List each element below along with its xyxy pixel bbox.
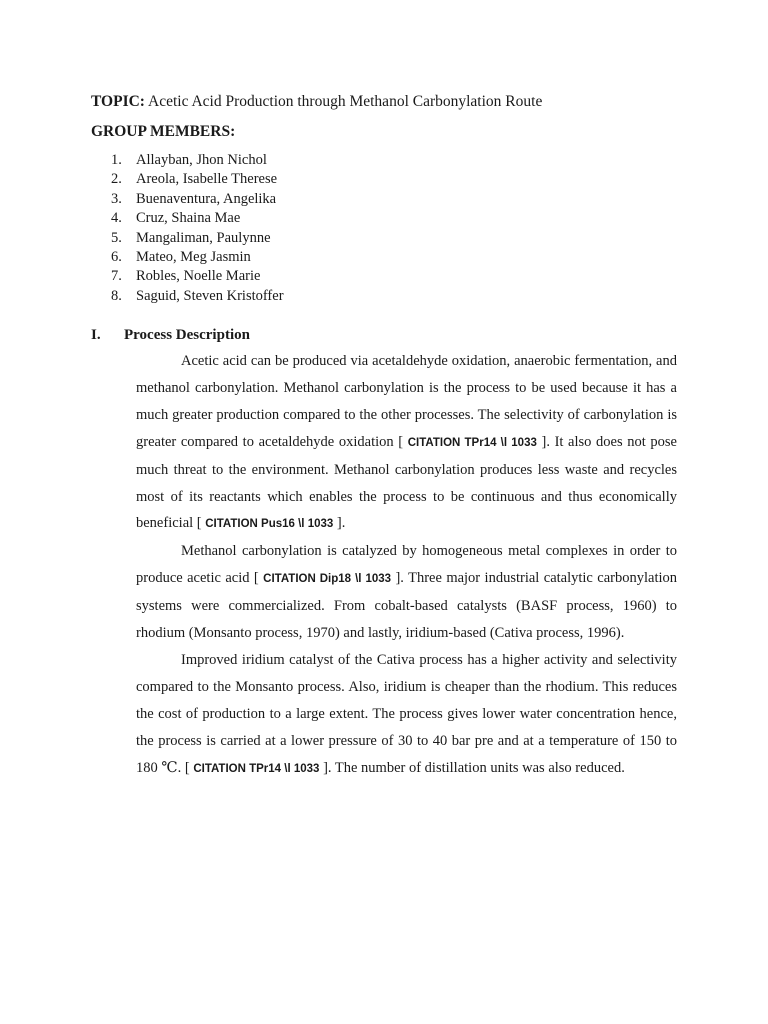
list-item [111, 170, 284, 189]
member-name: Mangaliman, Paulynne [136, 229, 271, 246]
paragraph-text: Acetic acid can be produced via acetaldehyde oxidation, anaerobic fermentation, and methanol carbonylation. Methanol carbonylation is the process to be used because it has a much greater production compared to the other processes. The selectivity of carbonylation is greater compared to acetaldehyde oxidation [ [136, 353, 677, 450]
section-heading [91, 325, 250, 345]
list-number: 5. [111, 229, 122, 246]
citation-field: CITATION TPr14 \l 1033 [193, 762, 320, 775]
list-number: 7. [111, 268, 122, 285]
member-name: Mateo, Meg Jasmin [136, 249, 251, 266]
member-name: Areola, Isabelle Therese [136, 171, 278, 188]
member-name: Allayban, Jhon Nichol [136, 152, 267, 168]
list-number: 6. [111, 249, 122, 266]
member-name: Buenaventura, Angelika [136, 190, 277, 207]
list-item [111, 209, 284, 228]
section-body [136, 348, 677, 783]
paragraph [136, 348, 677, 538]
list-item [111, 267, 284, 286]
list-item [111, 287, 284, 306]
paragraph-text: Methanol carbonylation is catalyzed by homogeneous metal complexes in order to produce acetic acid [ [136, 543, 677, 587]
topic-text: Acetic Acid Production through Methanol Carbonylation Route [144, 93, 543, 110]
list-number: 2. [111, 171, 122, 188]
list-item [111, 229, 284, 248]
paragraph-text: ]. The number of distillation units was also reduced. [319, 759, 625, 776]
list-item [111, 151, 284, 170]
member-list [111, 151, 284, 306]
citation-field: CITATION TPr14 \l 1033 [407, 436, 537, 449]
group-members-heading: GROUP MEMBERS: [91, 123, 236, 140]
list-item [111, 248, 284, 267]
citation-field: CITATION Pus16 \l 1033 [205, 518, 334, 531]
list-item [111, 190, 284, 209]
topic-label: TOPIC: [91, 93, 145, 110]
list-number: 8. [111, 287, 122, 304]
paragraph-text: ]. Three major industrial catalytic carbonylation systems were commercialized. From cobalt-based catalysts (BASF process, 1960) to rhodium (Monsanto process, 1970) and lastly, iridium-based (Cativa process, 1996). [136, 570, 678, 642]
member-name: Cruz, Shaina Mae [136, 210, 241, 227]
paragraph [136, 538, 677, 647]
member-name: Saguid, Steven Kristoffer [136, 287, 284, 304]
section-title: Process Description [124, 327, 250, 343]
paragraph-text: ]. [333, 515, 346, 532]
section-numeral: I. [91, 327, 101, 343]
paragraph-text: Improved iridium catalyst of the Cativa process has a higher activity and selectivity compared to the Monsanto process. Also, iridium is cheaper than the rhodium. This reduces the cost of production to a large extent. The process gives lower water concentration hence, the process is carried at a lower pressure of 30 to 40 bar pre and at a temperature of 150 to 180 ℃. [ [136, 651, 677, 776]
citation-field: CITATION Dip18 \l 1033 [263, 573, 392, 586]
paragraph-text: ]. It also does not pose much threat to the environment. Methanol carbonylation produces less waste and recycles most of its reactants which enables the process to be continuous and thus economically beneficial [ [136, 433, 677, 532]
list-number: 3. [111, 190, 122, 207]
topic-line [91, 92, 542, 112]
member-name: Robles, Noelle Marie [136, 268, 261, 285]
list-number: 4. [111, 210, 122, 227]
paragraph [136, 647, 677, 783]
list-number: 1. [111, 152, 122, 168]
